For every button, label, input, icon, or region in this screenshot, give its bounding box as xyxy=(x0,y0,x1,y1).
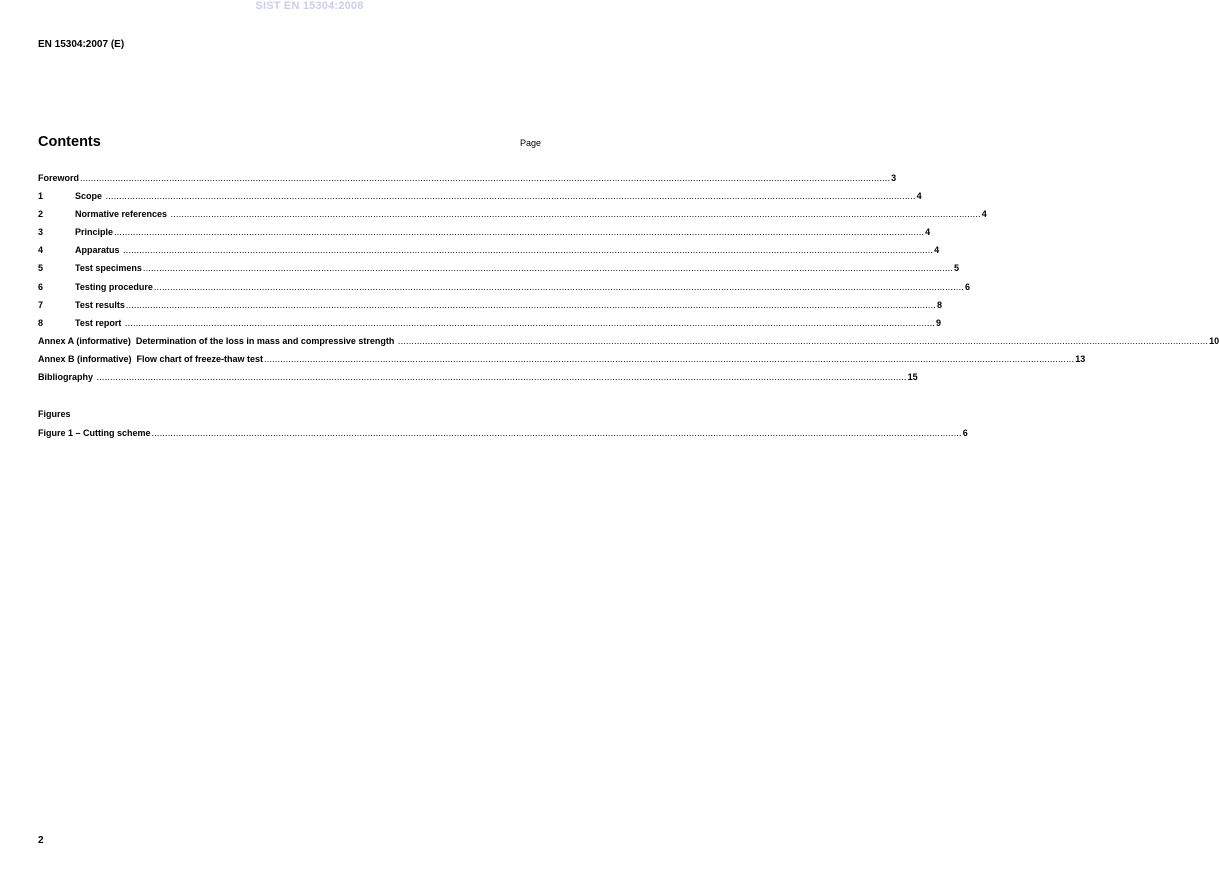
toc-dot-leader: ............................................................................................................................................................................................................................................................................................................ xyxy=(96,372,907,383)
toc-entry-label: Normative references xyxy=(75,209,170,220)
toc-entry-label: Annex B (informative) Flow chart of freeze-thaw test xyxy=(38,353,264,364)
toc-entry-page: 15 xyxy=(907,372,918,383)
toc-entry-scope[interactable] xyxy=(38,191,922,209)
toc-entry-foreword[interactable] xyxy=(38,173,897,191)
toc-entry-apparatus[interactable] xyxy=(38,245,940,263)
toc-entry-label: Test results xyxy=(75,299,125,310)
toc-entry-page: 9 xyxy=(936,317,942,328)
toc-entry-page: 10 xyxy=(1209,335,1219,346)
toc-entry-number: 8 xyxy=(38,317,44,328)
toc-entry-page: 4 xyxy=(934,245,940,256)
toc-dot-leader: ............................................................................................................................................................................................................................................................................................................ xyxy=(80,173,891,183)
toc-entry-label: Figure 1 – Cutting scheme xyxy=(38,428,151,438)
toc-dot-leader: ............................................................................................................................................................................................................................................................................................................ xyxy=(125,299,937,310)
table-of-contents xyxy=(38,173,1219,390)
figures-heading: Figures xyxy=(38,409,71,419)
toc-dot-leader: ............................................................................................................................................................................................................................................................................................................ xyxy=(153,281,965,292)
toc-entry-number: 2 xyxy=(38,209,44,220)
toc-dot-leader: ............................................................................................................................................................................................................................................................................................................ xyxy=(170,209,981,220)
figures-list xyxy=(38,428,968,446)
toc-entry-label: Testing procedure xyxy=(75,281,153,292)
toc-entry-page: 6 xyxy=(962,428,968,438)
toc-dot-leader: ............................................................................................................................................................................................................................................................................................................ xyxy=(397,335,1209,346)
watermark: SIST EN 15304:2008 xyxy=(255,0,364,12)
page-number: 2 xyxy=(38,835,44,846)
toc-entry-label: Annex A (informative) Determination of the loss in mass and compressive strength xyxy=(38,335,397,346)
toc-entry-page: 3 xyxy=(891,173,897,183)
toc-entry-number: 3 xyxy=(38,227,44,238)
toc-dot-leader: ............................................................................................................................................................................................................................................................................................................ xyxy=(114,227,925,238)
toc-entry-label: Bibliography xyxy=(38,372,96,383)
toc-entry-number: 4 xyxy=(38,245,44,256)
toc-dot-leader: ............................................................................................................................................................................................................................................................................................................ xyxy=(123,245,934,256)
toc-entry-label: Test specimens xyxy=(75,263,142,274)
toc-entry-label: Principle xyxy=(75,227,114,238)
toc-entry-page: 4 xyxy=(981,209,987,220)
toc-entry-label: Scope xyxy=(75,191,105,202)
toc-dot-leader: ............................................................................................................................................................................................................................................................................................................ xyxy=(151,428,962,438)
toc-entry-number: 1 xyxy=(38,191,44,202)
toc-dot-leader: ............................................................................................................................................................................................................................................................................................................ xyxy=(264,353,1075,364)
toc-entry-number: 5 xyxy=(38,263,44,274)
toc-entry-number: 6 xyxy=(38,281,44,292)
toc-entry-test-specimens[interactable] xyxy=(38,263,960,281)
document-id: EN 15304:2007 (E) xyxy=(38,39,125,50)
toc-entry-page: 4 xyxy=(925,227,931,238)
toc-entry-page: 13 xyxy=(1075,353,1086,364)
toc-entry-principle[interactable] xyxy=(38,227,931,245)
toc-entry-label: Apparatus xyxy=(75,245,123,256)
toc-entry-page: 5 xyxy=(954,263,960,274)
toc-entry-annex-a[interactable] xyxy=(38,335,1219,354)
toc-entry-page: 6 xyxy=(965,281,971,292)
toc-entry-number: 7 xyxy=(38,299,44,310)
toc-entry-normative-references[interactable] xyxy=(38,209,987,227)
toc-dot-leader: ............................................................................................................................................................................................................................................................................................................ xyxy=(142,263,954,274)
toc-entry-bibliography[interactable] xyxy=(38,372,918,390)
toc-dot-leader: ............................................................................................................................................................................................................................................................................................................ xyxy=(105,191,916,202)
toc-entry-page: 8 xyxy=(937,299,943,310)
toc-entry-annex-b[interactable] xyxy=(38,353,1086,372)
toc-entry-label: Test report xyxy=(75,317,124,328)
toc-entry-test-results[interactable] xyxy=(38,299,943,318)
toc-dot-leader: ............................................................................................................................................................................................................................................................................................................ xyxy=(124,317,935,328)
toc-entry-page: 4 xyxy=(916,191,922,202)
toc-entry-testing-procedure[interactable] xyxy=(38,281,971,300)
page-column-label: Page xyxy=(520,138,542,148)
toc-entry-label: Foreword xyxy=(38,173,80,183)
toc-entry-figure-1[interactable] xyxy=(38,428,968,446)
contents-title: Contents xyxy=(38,134,101,150)
toc-entry-test-report[interactable] xyxy=(38,317,942,336)
